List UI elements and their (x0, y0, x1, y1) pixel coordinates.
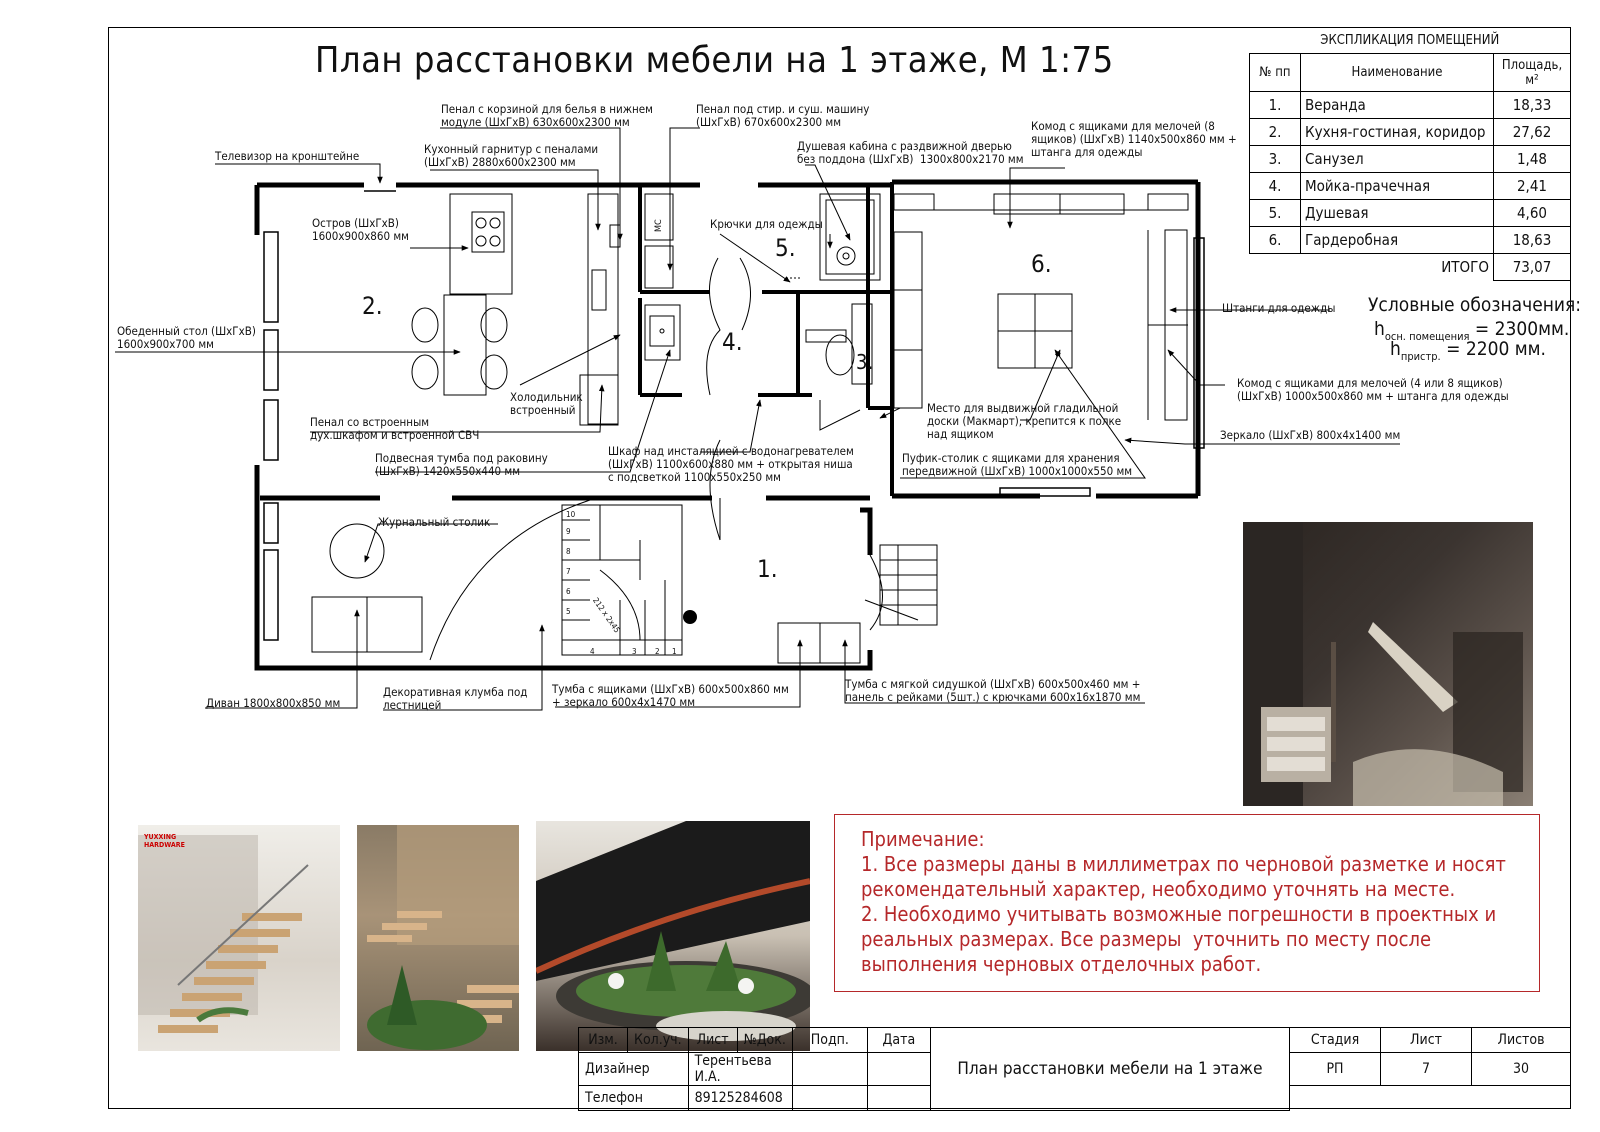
stamp-designer-label: Дизайнер (579, 1053, 689, 1086)
label-rails: Штанги для одежды (1222, 301, 1336, 315)
stair-number: 5 (566, 607, 571, 616)
photo-logo: YUXXING HARDWARE (144, 833, 185, 849)
stair-photo-3 (536, 821, 810, 1051)
label-oven-case: Пенал со встроенным дух.шкафом и встроенной СВЧ (310, 415, 480, 442)
stamp-phone-label: Телефон (579, 1086, 689, 1111)
wardrobe-photo (1243, 522, 1533, 806)
stamp-sheet-label: Лист (1381, 1028, 1472, 1053)
table-row: 1. Веранда 18,33 (1250, 92, 1571, 119)
note-line: реальных размерах. Все размеры уточнить по месту после (861, 927, 1432, 951)
stamp-sheet-value: 7 (1381, 1053, 1472, 1086)
shower-cabin (786, 194, 880, 280)
table-row: 5. Душевая 4,60 (1250, 200, 1571, 227)
dining-table (412, 295, 507, 395)
room-number-2: 2. (362, 292, 383, 320)
label-soft-bench: Тумба с мягкой сидушкой (ШхГхВ) 600х500х460 мм + панель с рейками (5шт.) с крючками 600х16х1870 мм (845, 677, 1141, 704)
stair-number: 4 (590, 647, 595, 656)
note-line: выполнения черновых отделочных работ. (861, 952, 1262, 976)
room-number-4: 4. (722, 328, 743, 356)
stamp-stage-value: РП (1290, 1053, 1381, 1086)
stamp-phone-value: 89125284608 (688, 1086, 792, 1111)
label-ironing: Место для выдвижной гладильной доски (Макмарт), крепится к полке над ящиком (927, 401, 1122, 441)
stamp-data: Дата (867, 1028, 930, 1053)
stamp-sheets-value: 30 (1472, 1053, 1571, 1086)
stair-number: 10 (566, 510, 576, 519)
title-block (578, 1027, 1571, 1111)
porch-stairs (880, 545, 937, 625)
wardrobe (892, 194, 1188, 420)
leader-lines (115, 128, 1400, 710)
stair-photo-2 (357, 825, 519, 1051)
stair-number: 2 (655, 647, 660, 656)
note-title: Примечание: (861, 827, 985, 851)
stair-number: 8 (566, 547, 571, 556)
stamp-stage-label: Стадия (1290, 1028, 1381, 1053)
stair-number: 6 (566, 587, 571, 596)
stair-note: 212 х 2х45 (590, 596, 622, 635)
label-installation-cabinet: Шкаф над инсталяцией с водонагревателем (ШхГхВ) 1100х600х880 мм + открытая ниша с подсветкой 1100х550х250 мм (608, 444, 854, 484)
stair-number: 9 (566, 527, 571, 536)
col-name: Наименование (1301, 54, 1494, 92)
label-fridge: Холодильник встроенный (510, 390, 583, 417)
note-box (834, 814, 1540, 992)
stamp-designer-name: Терентьева И.А. (688, 1053, 792, 1086)
label-washer-case: Пенал под стир. и суш. машину (ШхГхВ) 670х600х2300 мм (696, 102, 870, 129)
label-sofa: Диван 1800х800х850 мм (206, 696, 341, 710)
stair-number: 1 (672, 647, 677, 656)
plan-title: План расстановки мебели на 1 этаже, М 1:75 (315, 40, 1114, 81)
label-mirror: Зеркало (ШхГхВ) 800х4х1400 мм (1220, 428, 1401, 442)
room-number-5: 5. (775, 234, 796, 262)
label-dresser-right: Комод с ящиками для мелочей (4 или 8 ящиков) (ШхГхВ) 1000х500х860 мм + штанга для одежды (1237, 376, 1509, 403)
label-drawer-mirror: Тумба с ящиками (ШхГхВ) 600х500х860 мм + зеркало 600х4х1470 мм (552, 682, 789, 709)
label-coffee-table: Журнальный столик (378, 515, 491, 529)
label-hooks: Крючки для одежды (710, 217, 823, 231)
label-kitchen-set: Кухонный гарнитур с пеналами (ШхГхВ) 2880х600х2300 мм (424, 142, 599, 169)
table-row: 3. Санузел 1,48 (1250, 146, 1571, 173)
stamp-sheets-label: Листов (1472, 1028, 1571, 1053)
col-area: Площадь, м² (1494, 54, 1571, 92)
note-line: 1. Все размеры даны в миллиметрах по черновой разметке и носят (861, 852, 1506, 876)
label-laundry-case: Пенал с корзиной для белья в нижнем модуле (ШхГхВ) 630х600х2300 мм (441, 102, 653, 129)
label-sink-cabinet: Подвесная тумба под раковину (ШхГхВ) 1420х550х440 мм (375, 451, 548, 478)
stamp-koluch: Кол.уч. (628, 1028, 689, 1053)
note-line: 2. Необходимо учитывать возможные погрешности в проектных и (861, 902, 1497, 926)
note-line: рекомендательный характер, необходимо уточнять на месте. (861, 877, 1456, 901)
explication-table (1249, 27, 1571, 281)
legend-title: Условные обозначения: (1368, 294, 1582, 316)
stamp-doc-title: План расстановки мебели на 1 этаже (930, 1028, 1289, 1111)
label-shower: Душевая кабина с раздвижной дверью без поддона (ШхГхВ) 1300х800х2170 мм (797, 139, 1024, 166)
explication-header: ЭКСПЛИКАЦИЯ ПОМЕЩЕНИЙ (1250, 27, 1571, 54)
label-tv: Телевизор на кронштейне (215, 149, 360, 163)
table-row: 4. Мойка-прачечная 2,41 (1250, 173, 1571, 200)
label-flowerbed: Декоративная клумба под лестницей (383, 685, 528, 712)
total-label: ИТОГО (1250, 254, 1494, 281)
stair-number: 3 (632, 647, 637, 656)
room-number-1: 1. (757, 555, 778, 583)
stamp-podp: Подп. (792, 1028, 867, 1053)
total-value: 73,07 (1494, 254, 1571, 281)
label-dresser-top: Комод с ящиками для мелочей (8 ящиков) (ШхГхВ) 1140х500х860 мм + штанга для одежды (1031, 119, 1237, 159)
table-row: 6. Гардеробная 18,63 (1250, 227, 1571, 254)
stair-photo-1 (138, 825, 340, 1051)
room-number-6: 6. (1031, 250, 1052, 278)
stamp-ndok: №Док. (737, 1028, 792, 1053)
label-dining: Обеденный стол (ШхГхВ) 1600х900х700 мм (117, 324, 256, 351)
mc-label: МС (654, 219, 664, 232)
legend-main-height: $h_{осн. помещения} = 2300мм$. (1374, 318, 1570, 343)
room-number-3: 3. (856, 350, 874, 374)
label-island: Остров (ШхГхВ) 1600х900х860 мм (312, 216, 409, 243)
legend-annex-height: $h_{пристр.} = 2200$ мм. (1390, 338, 1546, 363)
stamp-list: Лист (688, 1028, 737, 1053)
col-num: № пп (1250, 54, 1301, 92)
stamp-izm: Изм. (579, 1028, 628, 1053)
stair-number: 7 (566, 567, 571, 576)
label-pouf: Пуфик-столик с ящиками для хранения передвижной (ШхГхВ) 1000х1000х550 мм (902, 451, 1133, 478)
table-row: 2. Кухня-гостиная, коридор 27,62 (1250, 119, 1571, 146)
